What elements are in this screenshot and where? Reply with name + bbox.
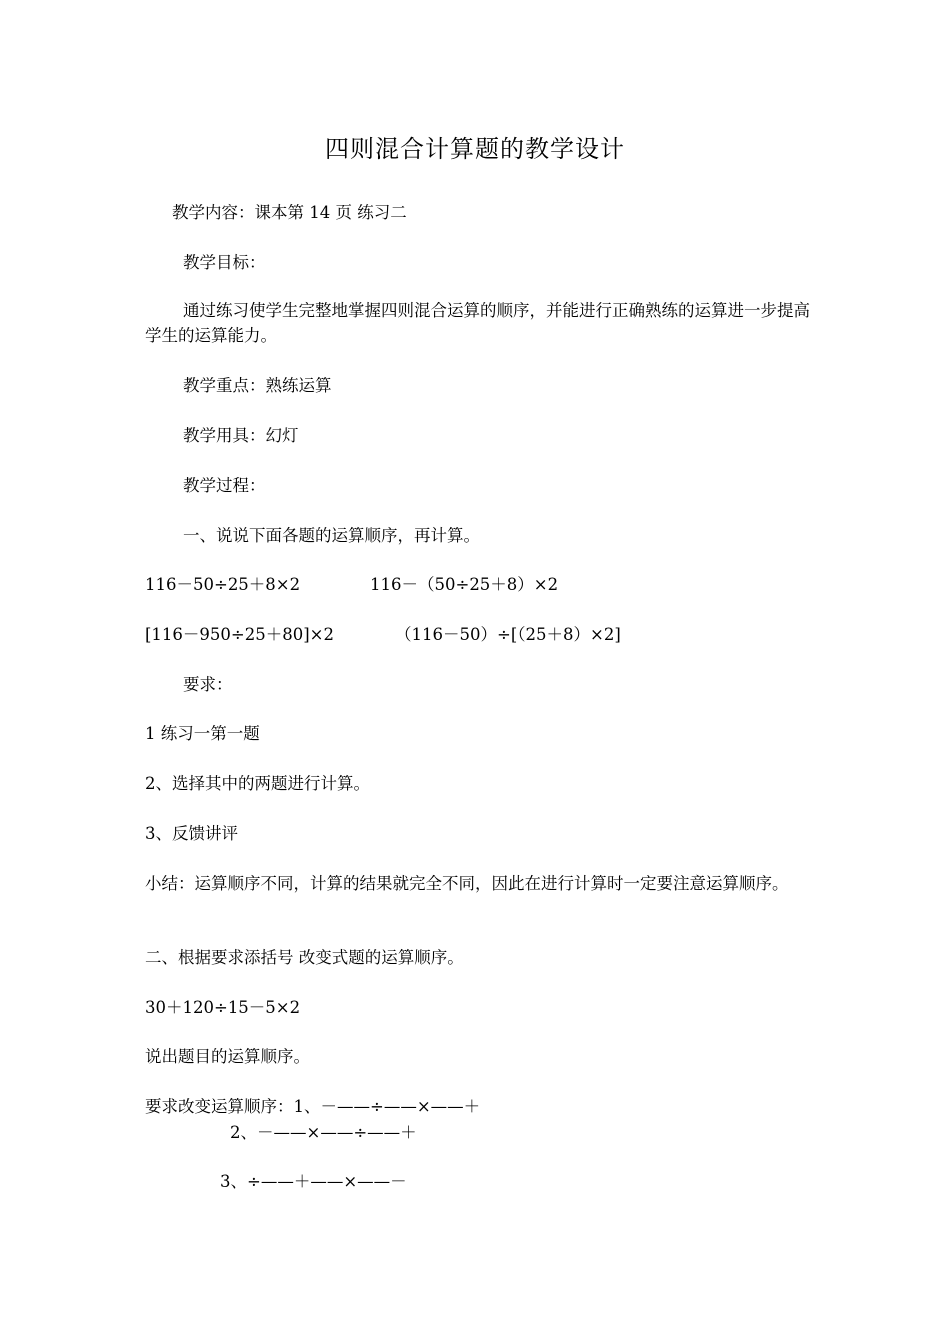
teaching-tools: 教学用具：幻灯 [183,426,299,445]
key-point: 教学重点：熟练运算 [183,376,332,395]
change-order-2: 2、－——×——÷——＋ [230,1123,417,1142]
expression-2b: （116－50）÷[（25＋8）×2] [395,625,621,644]
expression-2a: [116－950÷25＋80]×2 [145,625,335,644]
summary-text: 小结：运算顺序不同，计算的结果就完全不同，因此在进行计算时一定要注意运算顺序。 [145,874,789,893]
requirements-heading: 要求： [183,675,233,694]
process-heading: 教学过程： [183,476,266,495]
requirement-2: 2、选择其中的两题进行计算。 [145,774,370,793]
expression-1a: 116－50÷25＋8×2 [145,575,301,594]
requirement-1: 1 练习一第一题 [145,724,260,743]
requirement-3: 3、反馈讲评 [145,824,238,843]
change-order-1: 要求改变运算顺序：1、－——÷——×——＋ [145,1097,481,1116]
say-order: 说出题目的运算顺序。 [145,1047,310,1066]
expression-3: 30＋120÷15－5×2 [145,998,301,1017]
section-two-heading: 二、根据要求添括号 改变式题的运算顺序。 [145,948,464,967]
teaching-content: 教学内容：课本第 14 页 练习二 [172,203,407,222]
teaching-goal-heading: 教学目标： [183,253,266,272]
section-one-heading: 一、说说下面各题的运算顺序，再计算。 [183,526,480,545]
expression-1b: 116－（50÷25＋8）×2 [370,575,559,594]
document-title: 四则混合计算题的教学设计 [325,135,625,163]
change-order-3: 3、÷——＋——×——－ [220,1172,407,1191]
teaching-goal-text: 通过练习使学生完整地掌握四则混合运算的顺序，并能进行正确熟练的运算进一步提高学生的运算能力。 [145,301,810,345]
